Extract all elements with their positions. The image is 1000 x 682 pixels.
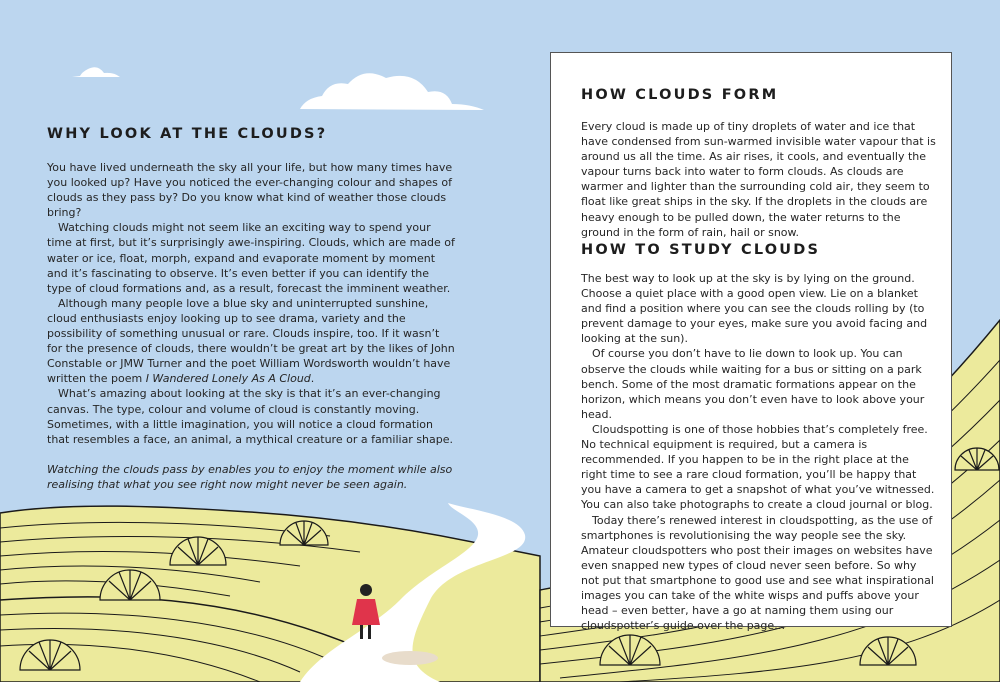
intro-paragraph-1: You have lived underneath the sky all your life, but how many times have you looked up? Have you noticed the ever-changing colour and shapes of clouds as they pass by? Do you know what kind of weather those clouds bring?	[47, 161, 453, 220]
study-paragraph-4: Today there’s renewed interest in cloudspotting, as the use of smartphones is revolutionising the way people see the sky. Amateur cloudspotters who post their images on websites have even snapped new types of cloud never seen before. So why not put that smartphone to good use and see what inspirational images you can take of the white wisps and puffs above your head – even better, have a go at naming them using our cloudspotter’s guide over the page…	[581, 513, 934, 633]
info-panel	[550, 52, 952, 633]
poem-title: I Wandered Lonely As A Cloud	[145, 372, 311, 386]
closing-statement: Watching the clouds pass by enables you to enjoy the moment while also realising that what you see right now might never be seen again.	[47, 462, 453, 491]
form-body	[581, 119, 936, 240]
study-body	[581, 271, 936, 633]
form-paragraph: Every cloud is made up of tiny droplets of water and ice that have condensed from sun-warmed invisible water vapour that is around us all the time. As air rises, it cools, and eventually the vapour turns back into water to form clouds. As clouds are warmer and lighter than the surrounding cold air, they seem to float like great ships in the sky. If the droplets in the clouds are heavy enough to be pulled down, the water returns to the ground in the form of rain, hail or snow.	[581, 120, 936, 239]
study-paragraph-2: Of course you don’t have to lie down to look up. You can observe the clouds while waiting for a bus or sitting on a park bench. Some of the most dramatic formations appear on the horizon, which means you don’t even have to look above your head.	[581, 347, 925, 421]
intro-paragraph-3-text: Although many people love a blue sky and uninterrupted sunshine, cloud enthusiasts enjoy looking up to see drama, variety and the possibility of something unusual or rare. Clouds inspire, too. If it wasn’t for the presence of clouds, there wouldn’t be great art by the likes of John Constable or JMW Turner and the poet William Wordsworth wouldn’t have written the poem	[47, 296, 455, 386]
section-heading-form: HOW CLOUDS FORM	[581, 87, 779, 103]
intro-column	[47, 126, 455, 492]
intro-paragraph-2: Watching clouds might not seem like an exciting way to spend your time at first, but it’s surprisingly awe-inspiring. Clouds, which are made of water or ice, float, morph, expand and evaporate moment by moment and it’s fascinating to observe. It’s even better if you can identify the type of cloud formations and, as a result, forecast the imminent weather.	[47, 221, 455, 295]
section-heading-why: WHY LOOK AT THE CLOUDS?	[47, 126, 328, 142]
study-paragraph-1: The best way to look up at the sky is by lying on the ground. Choose a quiet place with a good open view. Lie on a blanket and find a position where you can see the clouds rolling by (to prevent damage to your eyes, make sure you avoid facing and looking at the sun).	[581, 272, 928, 346]
poem-suffix: .	[310, 372, 315, 386]
intro-paragraph-4: What’s amazing about looking at the sky is that it’s an ever-changing canvas. The type, colour and volume of cloud is constantly moving. Sometimes, with a little imagination, you will notice a cloud formation that resembles a face, an animal, a mythical creature or a familiar shape.	[47, 387, 454, 446]
section-heading-study: HOW TO STUDY CLOUDS	[581, 242, 821, 258]
intro-paragraph-3	[47, 296, 455, 387]
study-paragraph-3: Cloudspotting is one of those hobbies that’s completely free. No technical equipment is required, but a camera is recommended. If you happen to be in the right place at the right time to see a rare cloud formation, you’ll be happy that you have a camera to get a snapshot of what you’ve witnessed. You can also take photographs to create a cloud journal or blog.	[581, 422, 935, 512]
